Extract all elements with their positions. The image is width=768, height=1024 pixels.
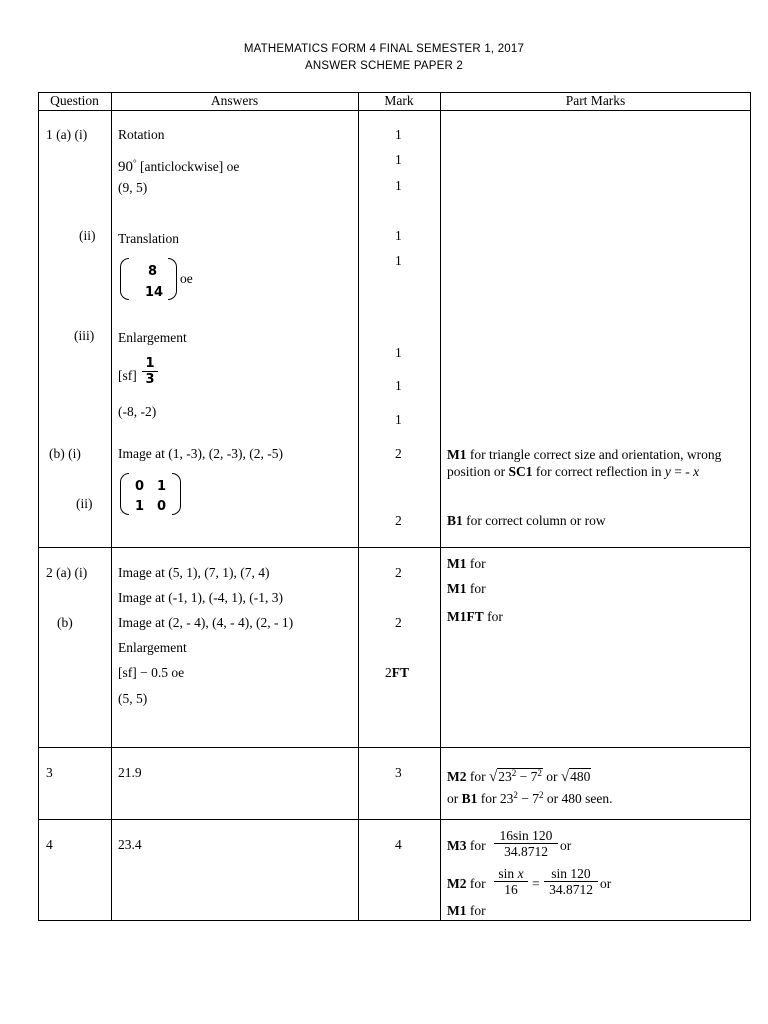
matrix-entry: 1 xyxy=(135,499,145,514)
question-label: 1 (a) (i) xyxy=(46,127,88,142)
question-label: 2 (a) (i) xyxy=(46,565,88,580)
answer-text: Enlargement xyxy=(118,330,187,345)
table-divider xyxy=(358,92,359,921)
column-header-mark: Mark xyxy=(384,93,414,108)
part-mark-note: M1 for xyxy=(447,581,486,596)
column-header-question: Question xyxy=(50,93,99,108)
part-mark-note: M3 for xyxy=(447,838,486,853)
question-label: (ii) xyxy=(76,496,93,511)
right-parenthesis xyxy=(172,473,181,515)
mark-value: 1 xyxy=(395,253,402,268)
table-divider xyxy=(111,92,112,921)
answer-text: Rotation xyxy=(118,127,165,142)
answer-text: 90° [anticlockwise] oe xyxy=(118,158,240,175)
mark-value: 1 xyxy=(395,152,402,167)
part-mark-note: or B1 for $23^2 - 7^2$ or 480 seen. xyxy=(447,790,613,806)
document-subtitle: ANSWER SCHEME PAPER 2 xyxy=(305,60,463,72)
table-row-divider xyxy=(38,747,751,748)
mark-value: 4 xyxy=(395,837,402,852)
right-parenthesis xyxy=(168,258,177,300)
part-mark-note: M1 for triangle correct size and orientation, wrong position or SC1 for correct reflection in y = - x xyxy=(447,447,722,479)
part-mark-note: or xyxy=(600,876,612,891)
part-mark-note: M1 for xyxy=(447,903,486,918)
question-label: (iii) xyxy=(74,328,95,343)
mark-value: 1 xyxy=(395,178,402,193)
part-mark-note: M2 for xyxy=(447,876,486,891)
matrix-entry: 0 xyxy=(157,499,167,514)
mark-value: 2FT xyxy=(385,665,410,680)
part-mark-note: or xyxy=(560,838,572,853)
mark-value: 2 xyxy=(395,615,402,630)
matrix-entry: 0 xyxy=(135,479,145,494)
question-label: (b) xyxy=(57,615,73,630)
part-mark-note: M1FT for xyxy=(447,609,503,624)
answer-text: Image at (2, - 4), (4, - 4), (2, - 1) xyxy=(118,615,294,630)
column-header-answers: Answers xyxy=(210,93,259,108)
document-title: MATHEMATICS FORM 4 FINAL SEMESTER 1, 2017 xyxy=(243,43,525,55)
question-label: 3 xyxy=(46,765,53,780)
vector-entry: 14 xyxy=(145,285,164,300)
equals-sign: = xyxy=(532,876,540,891)
mark-value: 2 xyxy=(395,513,402,528)
mark-value: 3 xyxy=(395,765,402,780)
fraction: $\frac{\text{sin x}}{16}$ xyxy=(494,866,528,897)
mark-value: 1 xyxy=(395,378,402,393)
table-row-divider xyxy=(38,547,751,548)
answer-text: 23.4 xyxy=(118,837,142,852)
fraction: $\frac{16\sin 120}{34.8712}$ xyxy=(494,828,558,859)
table-divider xyxy=(440,92,441,921)
question-label: (b) (i) xyxy=(49,446,81,461)
vector-entry: 8 xyxy=(148,264,158,279)
answer-text: [sf] − 0.5 oe xyxy=(118,665,185,680)
answer-text: [sf] xyxy=(118,368,137,383)
left-parenthesis xyxy=(120,258,129,300)
fraction: $\frac{\sin 120}{34.8712}$ xyxy=(544,866,598,897)
left-parenthesis xyxy=(120,473,129,515)
matrix-entry: 1 xyxy=(157,479,167,494)
part-mark-note: B1 for correct column or row xyxy=(447,513,606,528)
mark-value: 2 xyxy=(395,565,402,580)
answer-text: oe xyxy=(180,271,193,286)
table-row-divider xyxy=(38,110,751,111)
answer-text: Image at (1, -3), (2, -3), (2, -5) xyxy=(118,446,283,461)
answer-text: 21.9 xyxy=(118,765,142,780)
question-label: 4 xyxy=(46,837,53,852)
table-row-divider xyxy=(38,819,751,820)
mark-value: 2 xyxy=(395,446,402,461)
part-mark-note: M2 for $√23^2 - 7^2$ or √480 xyxy=(447,768,591,785)
answer-text: Image at (-1, 1), (-4, 1), (-1, 3) xyxy=(118,590,283,605)
answer-text: (9, 5) xyxy=(118,180,148,195)
fraction: $\frac{1}{3}$ xyxy=(142,356,158,387)
answer-text: Image at (5, 1), (7, 1), (7, 4) xyxy=(118,565,270,580)
answer-text: Translation xyxy=(118,231,180,246)
column-header-part-marks: Part Marks xyxy=(565,93,626,108)
mark-value: 1 xyxy=(395,228,402,243)
answer-text: (-8, -2) xyxy=(118,404,157,419)
answer-table xyxy=(38,92,751,921)
part-mark-note: M1 for xyxy=(447,556,486,571)
mark-value: 1 xyxy=(395,127,402,142)
mark-value: 1 xyxy=(395,345,402,360)
question-label: (ii) xyxy=(79,228,96,243)
answer-text: Enlargement xyxy=(118,640,187,655)
answer-text: (5, 5) xyxy=(118,691,148,706)
mark-value: 1 xyxy=(395,412,402,427)
